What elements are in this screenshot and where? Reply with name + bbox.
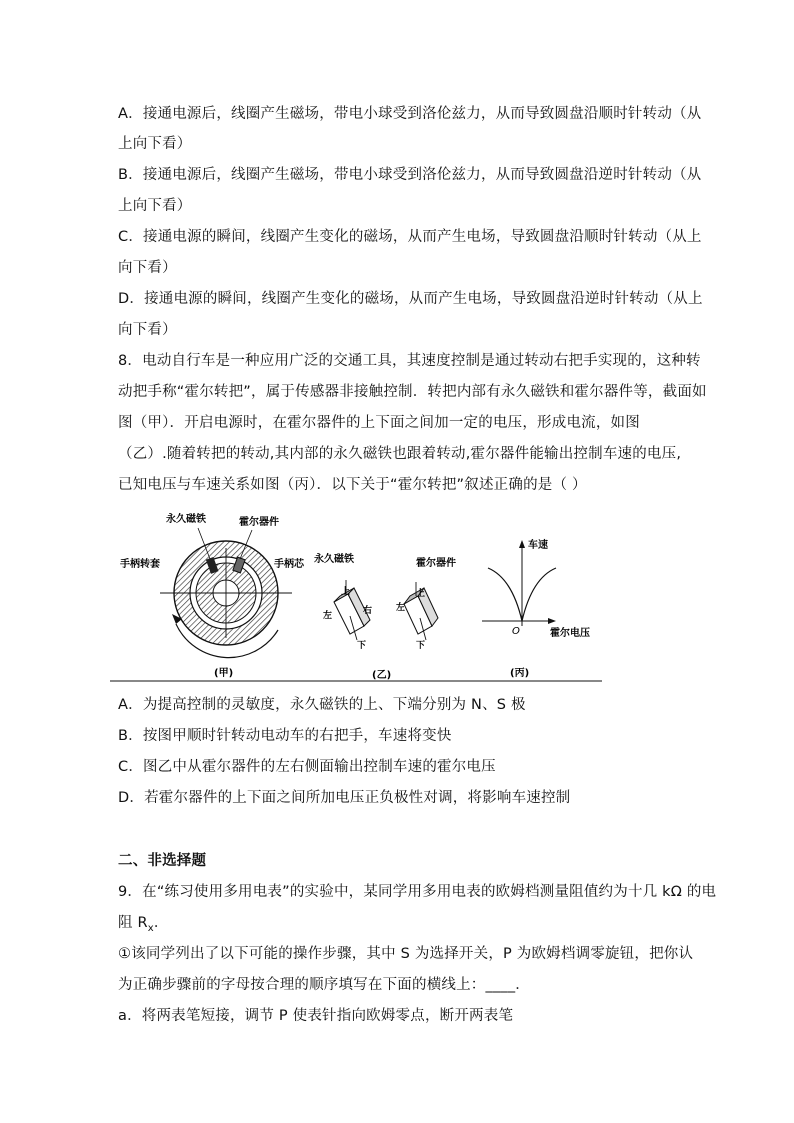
q9-line4: 为正确步骤前的字母按合理的顺序填写在下面的横线上：____． xyxy=(118,977,530,993)
q7-option-c-line2: 向下看） xyxy=(118,260,177,276)
q9-line2-prefix: 阻 R xyxy=(118,915,148,931)
bing-y-label: 车速 xyxy=(528,540,548,551)
yi-caption: (乙) xyxy=(372,670,392,681)
q9-line2 xyxy=(118,913,169,939)
q8-stem-line4: （乙）.随着转把的转动,其内部的永久磁铁也跟着转动,霍尔器件能输出控制车速的电压, xyxy=(118,446,682,462)
yi-left-1: 左 xyxy=(323,611,333,621)
q8-stem-line5: 已知电压与车速关系如图（丙）．以下关于“霍尔转把”叙述正确的是（ ） xyxy=(118,477,587,493)
q8-option-d: D．若霍尔器件的上下面之间所加电压正负极性对调，将影响车速控制 xyxy=(118,790,571,806)
q7-option-d-line1: D．接通电源的瞬间，线圈产生变化的磁场，从而产生电场，导致圆盘沿逆时针转动（从上 xyxy=(118,291,703,307)
q8-option-b: B．按图甲顺时针转动电动车的右把手，车速将变快 xyxy=(118,728,452,744)
q9-line2-sub: x xyxy=(147,922,154,934)
jia-sleeve-label: 手柄转套 xyxy=(120,559,160,570)
jia-magnet-label: 永久磁铁 xyxy=(166,514,206,525)
q9-line2-suffix: ． xyxy=(153,915,169,931)
figure-jia xyxy=(120,512,305,679)
q7-option-a-line1: A．接通电源后，线圈产生磁场，带电小球受到洛伦兹力，从而导致圆盘沿顺时针转动（从 xyxy=(118,106,702,122)
q8-option-a: A．为提高控制的灵敏度，永久磁铁的上、下端分别为 N、S 极 xyxy=(118,697,526,713)
q9-line3: ①该同学列出了以下可能的操作步骤，其中 S 为选择开关，P 为欧姆档调零旋钮，把你认 xyxy=(118,946,694,962)
q7-option-b-line2: 上向下看） xyxy=(118,198,192,214)
bing-x-label: 霍尔电压 xyxy=(550,628,590,639)
q9-line5: a．将两表笔短接，调节 P 使表针指向欧姆零点，断开两表笔 xyxy=(118,1008,514,1024)
yi-right-1: 右 xyxy=(363,606,373,616)
bing-origin: O xyxy=(512,626,520,637)
q7-option-a-line2: 上向下看） xyxy=(118,136,192,152)
q7-option-d-line2: 向下看） xyxy=(118,322,177,338)
q8-figure xyxy=(110,508,602,684)
q7-option-b-line1: B．接通电源后，线圈产生磁场，带电小球受到洛伦兹力，从而导致圆盘沿逆时针转动（从 xyxy=(118,167,702,183)
jia-hall-label: 霍尔器件 xyxy=(239,517,279,528)
figure-bing xyxy=(482,538,590,679)
yi-top-1: 上 xyxy=(341,587,351,597)
yi-left-2: 左 xyxy=(396,603,406,613)
q8-stem-line3: 图（甲）．开启电源时，在霍尔器件的上下面之间加一定的电压，形成电流，如图 xyxy=(118,415,640,431)
q8-stem-line2: 动把手称“霍尔转把”，属于传感器非接触控制．转把内部有永久磁铁和霍尔器件等，截面如 xyxy=(118,384,707,400)
q9-line1: 9．在“练习使用多用电表”的实验中，某同学用多用电表的欧姆档测量阻值约为十几 kΩ 的电 xyxy=(118,884,717,900)
bing-caption: (丙) xyxy=(510,668,530,679)
yi-top-2: 上 xyxy=(416,589,426,599)
yi-hall-label: 霍尔器件 xyxy=(416,558,456,569)
figure-yi xyxy=(314,552,456,681)
q8-option-c: C．图乙中从霍尔器件的左右侧面输出控制车速的霍尔电压 xyxy=(118,759,496,775)
speed-voltage-curve xyxy=(488,568,522,621)
q7-option-c-line1: C．接通电源的瞬间，线圈产生变化的磁场，从而产生电场，导致圆盘沿顺时针转动（从上 xyxy=(118,229,702,245)
q8-stem-line1: 8．电动自行车是一种应用广泛的交通工具，其速度控制是通过转动右把手实现的，这种转 xyxy=(118,353,701,369)
jia-caption: (甲) xyxy=(214,668,234,679)
section-heading: 二、非选择题 xyxy=(118,853,207,869)
yi-bottom-1: 下 xyxy=(357,641,367,651)
yi-bottom-2: 下 xyxy=(416,641,426,651)
yi-magnet-label: 永久磁铁 xyxy=(314,554,354,565)
jia-core-label: 手柄芯 xyxy=(274,559,304,570)
